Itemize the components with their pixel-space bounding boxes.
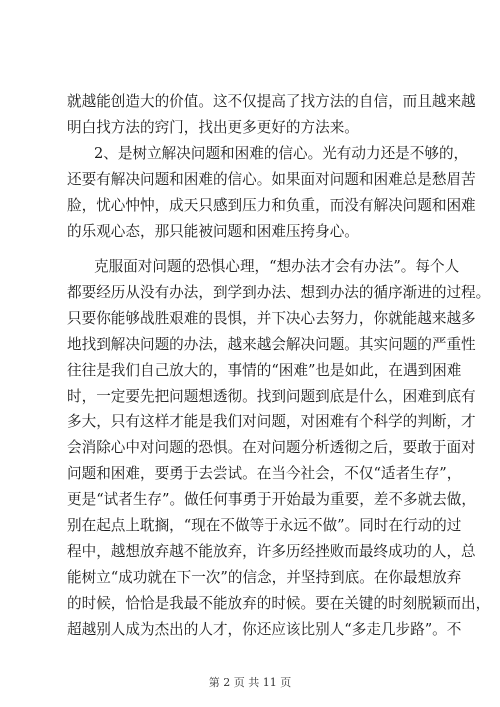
text-line: 脸，忧心忡忡，成天只感到压力和负重，而没有解决问题和困难 [67, 196, 476, 214]
text-line: 时，一定要先把问题想透彻。找到问题到底是什么，困难到底有 [67, 387, 476, 405]
page-footer: 第 2 页 共 11 页 [208, 676, 292, 689]
text-line: 的时候，恰恰是我最不能放弃的时候。要在关键的时刻脱颖而出， [67, 594, 491, 612]
text-line: 程中，越想放弃越不能放弃，许多历经挫败而最终成功的人，总 [67, 542, 476, 560]
text-line: 地找到解决问题的办法，越来越会解决问题。其实问题的严重性 [67, 335, 476, 353]
text-line: 只要你能够战胜艰难的畏惧，并下决心去努力，你就能越来越多 [67, 309, 476, 327]
text-line: 能树立“成功就在下一次”的信念，并坚持到底。在你最想放弃 [67, 568, 462, 586]
text-line: 就越能创造大的价值。这不仅提高了找方法的自信，而且越来越 [67, 93, 476, 110]
text-line: 都要经历从没有办法，到学到办法、想到办法的循序渐进的过程。 [67, 283, 491, 301]
text-line: 超越别人成为杰出的人才，你还应该比别人“多走几步路”。不 [67, 620, 462, 638]
text-line: 别在起点上耽搁，“现在不做等于永远不做”。同时在行动的过 [67, 517, 462, 534]
text-line: 的乐观心态，那只能被问题和困难压挎身心。 [67, 222, 359, 240]
text-line: 明白找方法的窍门，找出更多更好的方法来。 [67, 118, 359, 136]
text-line: 会消除心中对问题的恐惧。在对问题分析透彻之后，要敢于面对 [67, 439, 476, 457]
text-line: 克服面对问题的恐惧心理，“想办法才会有办法”。每个人 [94, 258, 460, 275]
text-line: 多大，只有这样才能是我们对问题，对困难有个科学的判断，才 [67, 413, 476, 431]
text-line: 往往是我们自己放大的，事情的“困难”也是如此，在遇到困难 [67, 361, 462, 379]
text-line: 更是“试者生存”。做任何事勇于开始最为重要，差不多就去做， [67, 491, 476, 509]
text-line: 还要有解决问题和困难的信心。如果面对问题和困难总是愁眉苦 [67, 170, 476, 188]
text-line: 2、是树立解决问题和困难的信心。光有动力还是不够的， [94, 144, 469, 162]
text-line: 问题和困难，要勇于去尝试。在当今社会，不仅“适者生存”， [67, 465, 462, 483]
